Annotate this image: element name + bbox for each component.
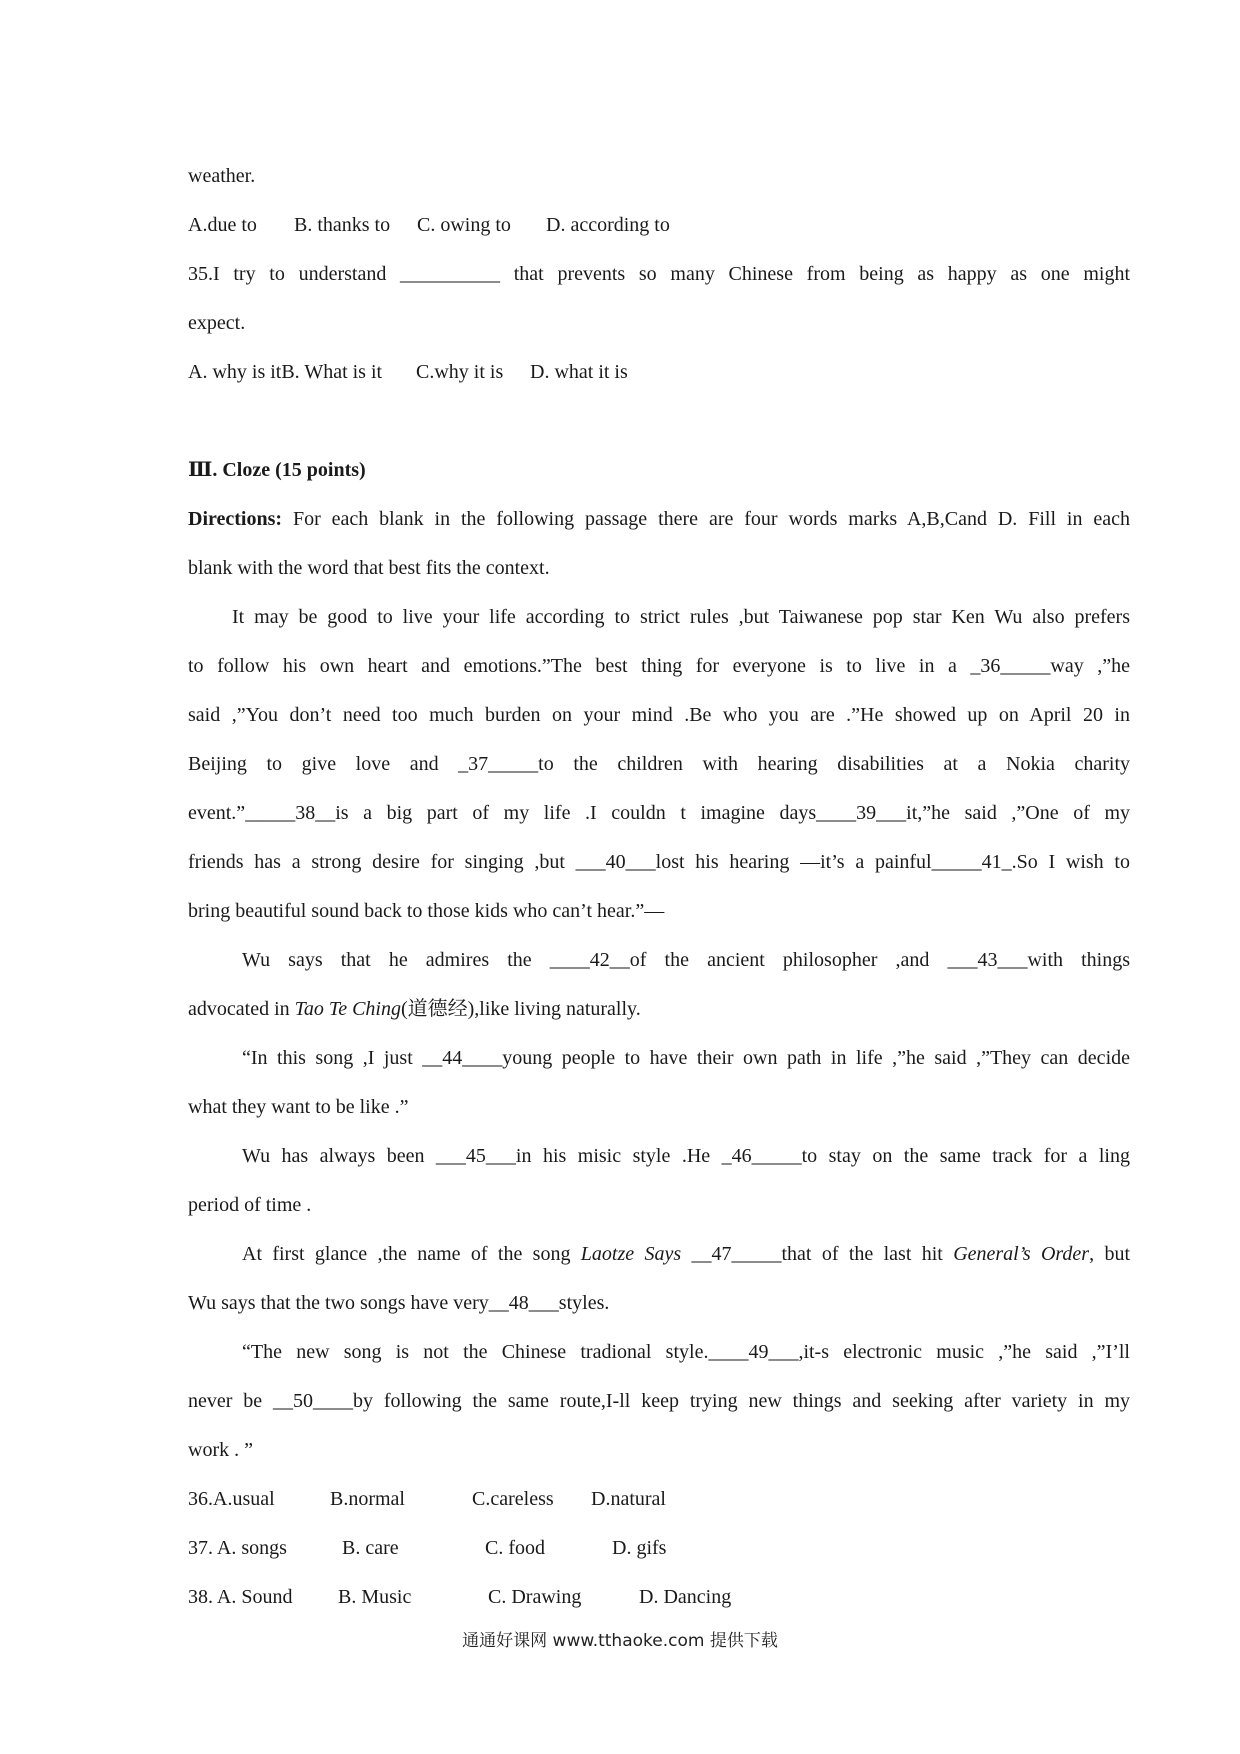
song-title: General’s Order bbox=[953, 1243, 1090, 1265]
passage-text: __47_____that of the last hit bbox=[681, 1243, 954, 1265]
q37-option-c: C. food bbox=[485, 1537, 545, 1559]
passage-line: Wu says that he admires the ____42__of the ancient philosopher ,and ___43___with things bbox=[242, 949, 1130, 971]
passage-line bbox=[188, 1230, 1130, 1279]
q37-option-d: D. gifs bbox=[612, 1537, 667, 1559]
directions-text: For each blank in the following passage there are four words marks A,B,Cand D. Fill in each bbox=[282, 508, 1130, 530]
passage-text: (道德经),like living naturally. bbox=[400, 998, 641, 1020]
passage-line: to follow his own heart and emotions.”The best thing for everyone is to live in a _36_____way ,”he bbox=[188, 655, 1130, 677]
section-title: Ⅲ. Cloze (15 points) bbox=[188, 459, 366, 481]
q38-option-d: D. Dancing bbox=[639, 1586, 732, 1608]
passage-line: said ,”You don’t need too much burden on your mind .Be who you are .”He showed up on April 20 in bbox=[188, 704, 1130, 726]
q36-option-a: 36.A.usual bbox=[188, 1488, 275, 1510]
passage-line: event.”_____38__is a big part of my life .I couldn t imagine days____39___it,”he said ,”One of my bbox=[188, 802, 1130, 824]
passage-line: never be __50____by following the same route,I-ll keep trying new things and seeking after variety in my bbox=[188, 1390, 1130, 1412]
passage-text: , but bbox=[1089, 1243, 1131, 1265]
q36-option-d: D.natural bbox=[591, 1488, 666, 1510]
passage-text: At first glance ,the name of the song bbox=[242, 1243, 581, 1265]
q35-stem: 35.I try to understand __________ that prevents so many Chinese from being as happy as one might bbox=[188, 263, 1130, 285]
q38-option-a: 38. A. Sound bbox=[188, 1586, 293, 1608]
passage-line: Beijing to give love and _37_____to the children with hearing disabilities at a Nokia charity bbox=[188, 753, 1130, 775]
q38-options bbox=[188, 1573, 1130, 1622]
q38-option-b: B. Music bbox=[338, 1586, 412, 1608]
q35-option-c: C.why it is bbox=[416, 361, 504, 383]
q34-options bbox=[188, 201, 1130, 250]
q36-options bbox=[188, 1475, 1130, 1524]
passage-line: bring beautiful sound back to those kids who can’t hear.”— bbox=[188, 900, 665, 922]
q34-option-c: C. owing to bbox=[417, 214, 511, 236]
passage-line: “In this song ,I just __44____young people to have their own path in life ,”he said ,”They can decide bbox=[242, 1047, 1130, 1069]
directions bbox=[188, 495, 1130, 544]
passage-line: work . ” bbox=[188, 1439, 253, 1461]
passage-line: Wu says that the two songs have very__48___styles. bbox=[188, 1292, 610, 1314]
passage-line: It may be good to live your life according to strict rules ,but Taiwanese pop star Ken Wu also prefers bbox=[232, 606, 1130, 628]
q36-option-c: C.careless bbox=[472, 1488, 554, 1510]
q37-option-a: 37. A. songs bbox=[188, 1537, 287, 1559]
passage-line: “The new song is not the Chinese tradional style.____49___,it-s electronic music ,”he said ,”I’ll bbox=[242, 1341, 1130, 1363]
q37-options bbox=[188, 1524, 1130, 1573]
directions-end: blank with the word that best fits the context. bbox=[188, 557, 550, 579]
q34-option-b: B. thanks to bbox=[294, 214, 391, 236]
q35-stem-end: expect. bbox=[188, 312, 246, 334]
q38-option-c: C. Drawing bbox=[488, 1586, 582, 1608]
q34-option-d: D. according to bbox=[546, 214, 670, 236]
passage-line: friends has a strong desire for singing ,but ___40___lost his hearing —it’s a painful_____41_.So I wish to bbox=[188, 851, 1130, 873]
q35-option-d: D. what it is bbox=[530, 361, 628, 383]
book-title: Tao Te Ching bbox=[294, 998, 401, 1020]
song-title: Laotze Says bbox=[580, 1243, 682, 1265]
passage-line: what they want to be like .” bbox=[188, 1096, 409, 1118]
passage-line: Wu has always been ___45___in his misic style .He _46_____to stay on the same track for a ling bbox=[242, 1145, 1130, 1167]
page-footer: 通通好课网 www.tthaoke.com 提供下载 bbox=[462, 1631, 778, 1651]
passage-line: period of time . bbox=[188, 1194, 312, 1216]
q34-tail: weather. bbox=[188, 165, 256, 187]
document-body bbox=[188, 152, 1130, 1622]
q35-option-ab: A. why is itB. What is it bbox=[188, 361, 383, 383]
passage-text: advocated in bbox=[188, 998, 295, 1020]
q35-options bbox=[188, 348, 1130, 397]
directions-label: Directions: bbox=[188, 508, 283, 530]
q36-option-b: B.normal bbox=[330, 1488, 405, 1510]
q34-option-a: A.due to bbox=[188, 214, 257, 236]
q37-option-b: B. care bbox=[342, 1537, 399, 1559]
passage-line bbox=[188, 985, 1130, 1034]
